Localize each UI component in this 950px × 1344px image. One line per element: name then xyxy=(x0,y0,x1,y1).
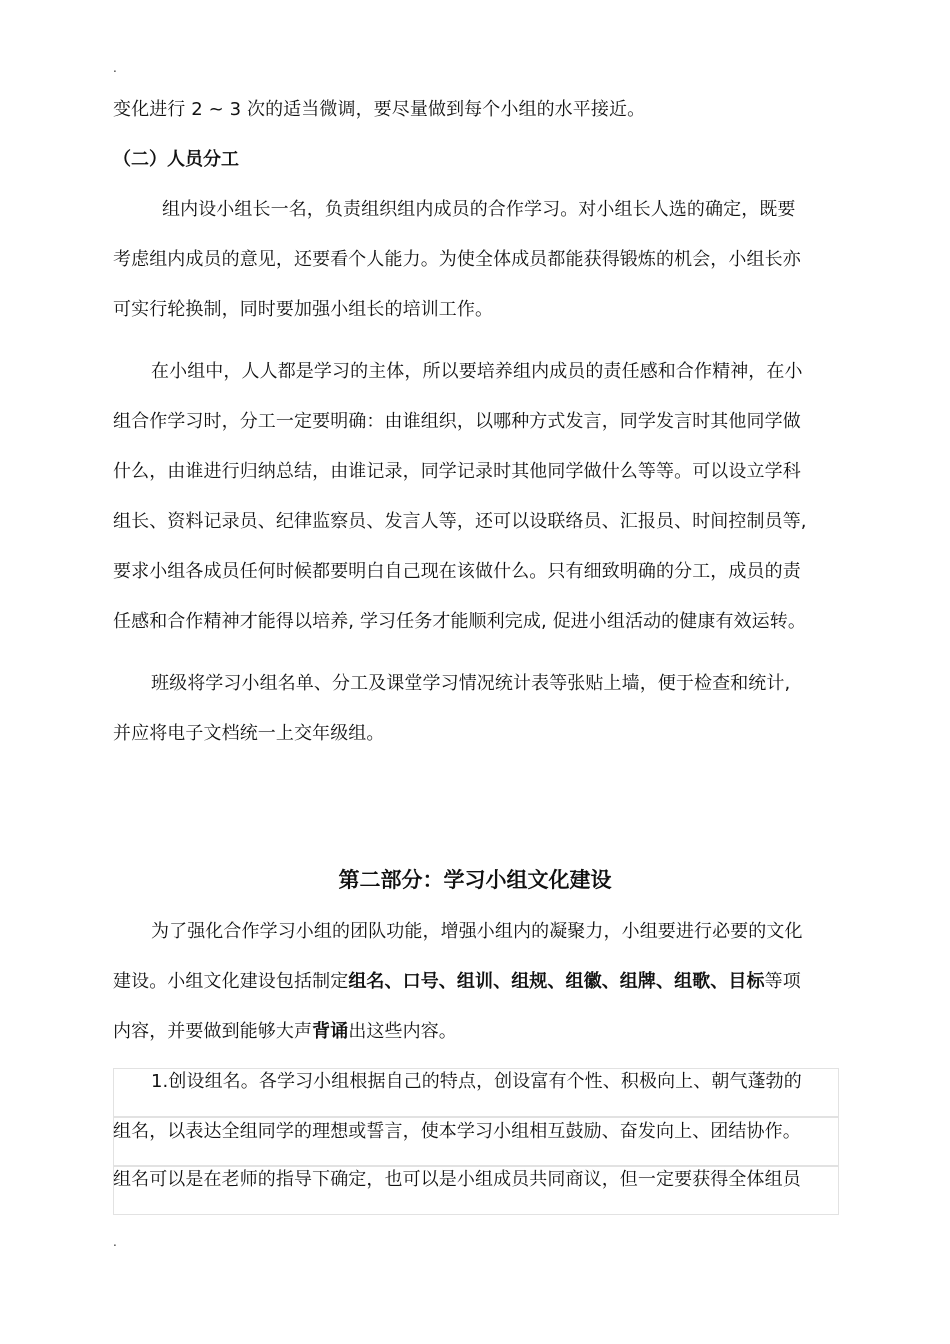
paragraph-line: 在小组中，人人都是学习的主体，所以要培养组内成员的责任感和合作精神，在小 xyxy=(151,361,803,382)
paragraph-line: 组合作学习时，分工一定要明确：由谁组织，以哪种方式发言，同学发言时其他同学做 xyxy=(113,411,801,432)
paragraph-line: 考虑组内成员的意见，还要看个人能力。为使全体成员都能获得锻炼的机会，小组长亦 xyxy=(113,249,801,270)
paragraph-line-recite xyxy=(113,1020,853,1044)
paragraph-line: 组内设小组长一名，负责组织组内成员的合作学习。对小组长人选的确定，既要 xyxy=(162,199,796,220)
page-header-dot: . xyxy=(113,61,117,75)
bold-recite: 背诵 xyxy=(312,1021,349,1042)
text-span: 建设。小组文化建设包括制定 xyxy=(113,971,349,992)
text-span: 内容，并要做到能够大声 xyxy=(113,1021,313,1042)
paragraph-line: 1.创设组名。各学习小组根据自己的特点，创设富有个性、积极向上、朝气蓬勃的 xyxy=(151,1071,802,1092)
paragraph-line: 变化进行 2 ~ 3 次的适当微调，要尽量做到每个小组的水平接近。 xyxy=(113,99,646,120)
paragraph-line-culture-items xyxy=(113,970,853,994)
paragraph-line: 组名可以是在老师的指导下确定，也可以是小组成员共同商议，但一定要获得全体组员 xyxy=(113,1169,801,1190)
part-two-title: 第二部分：学习小组文化建设 xyxy=(338,868,612,892)
paragraph-line: 为了强化合作学习小组的团队功能，增强小组内的凝聚力，小组要进行必要的文化 xyxy=(151,921,803,942)
paragraph-line: 什么，由谁进行归纳总结，由谁记录，同学记录时其他同学做什么等等。可以设立学科 xyxy=(113,461,801,482)
section-heading-staff-division: （二）人员分工 xyxy=(113,149,239,170)
text-span: 等项 xyxy=(764,971,801,992)
page-footer-dot: . xyxy=(113,1235,117,1249)
paragraph-line: 任感和合作精神才能得以培养, 学习任务才能顺利完成, 促进小组活动的健康有效运转。 xyxy=(113,611,806,632)
paragraph-line: 组长、资料记录员、纪律监察员、发言人等，还可以设联络员、汇报员、时间控制员等, xyxy=(113,511,807,532)
bold-culture-items: 组名、口号、组训、组规、组徽、组牌、组歌、目标 xyxy=(348,971,765,992)
paragraph-line: 可实行轮换制，同时要加强小组长的培训工作。 xyxy=(113,299,494,320)
paragraph-line: 要求小组各成员任何时候都要明白自己现在该做什么。只有细致明确的分工，成员的责 xyxy=(113,561,801,582)
text-span: 出这些内容。 xyxy=(348,1021,457,1042)
paragraph-line: 组名，以表达全组同学的理想或誓言，使本学习小组相互鼓励、奋发向上、团结协作。 xyxy=(113,1121,801,1142)
paragraph-line: 班级将学习小组名单、分工及课堂学习情况统计表等张贴上墙，便于检查和统计, xyxy=(151,673,791,694)
paragraph-line: 并应将电子文档统一上交年级组。 xyxy=(113,723,385,744)
